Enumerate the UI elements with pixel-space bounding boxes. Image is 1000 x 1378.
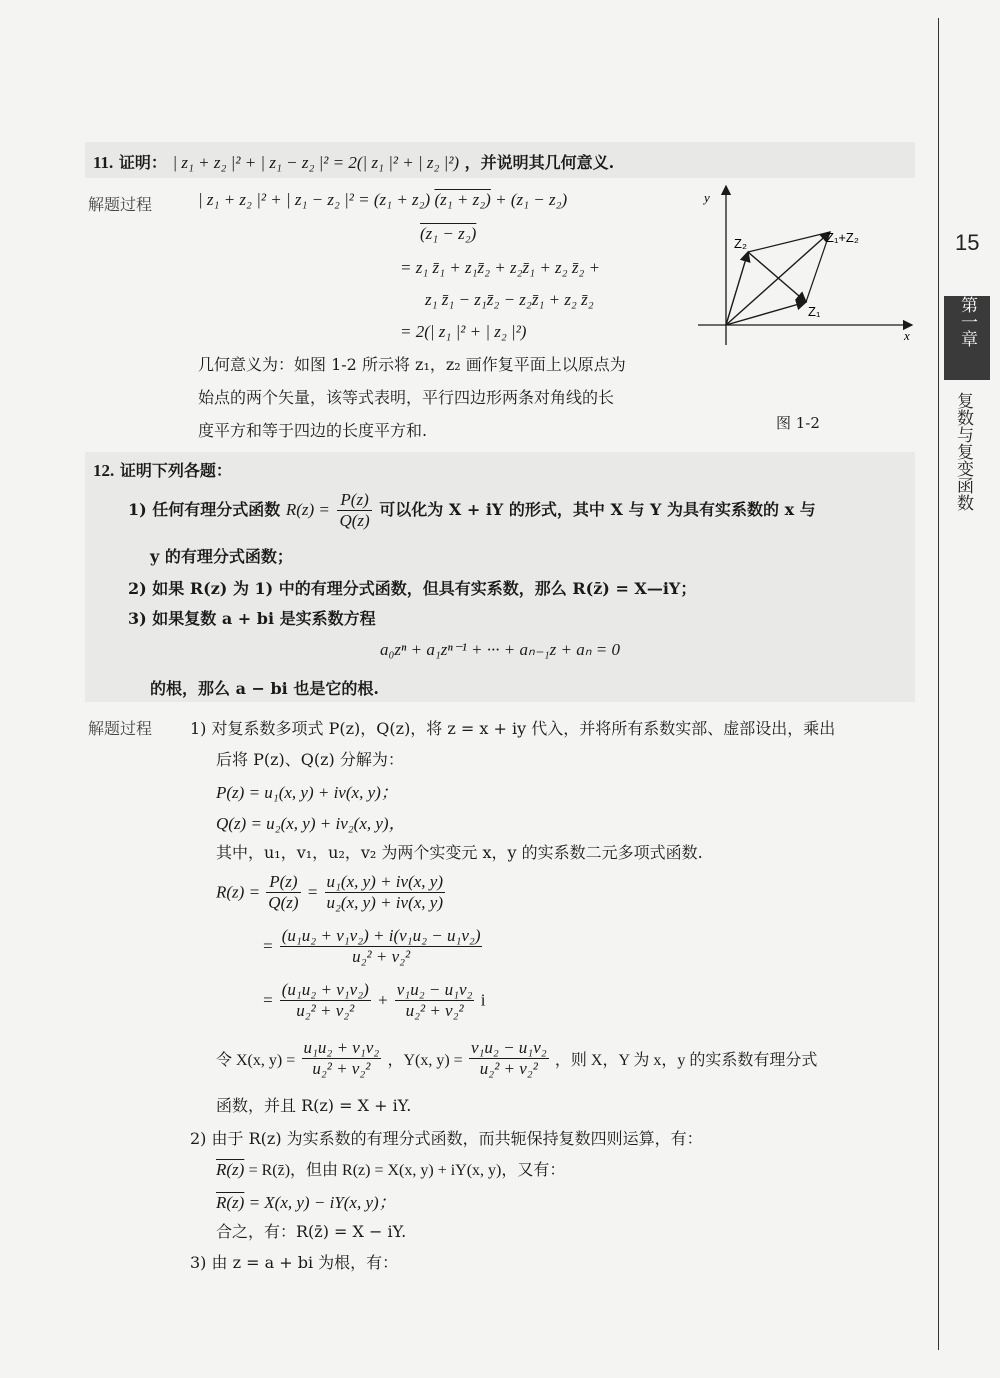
q11-statement — [93, 150, 614, 173]
s2c-text: = X(x, y) − iY(x, y)； — [248, 1193, 396, 1212]
q12-part3-tail: 的根，那么 a − bi 也是它的根. — [150, 679, 379, 698]
sol12-s2d: 合之，有：R(z̄) = X − iY. — [216, 1222, 407, 1241]
sol12-formula2 — [262, 926, 484, 967]
q12-part1-c: y 的有理分式函数； — [150, 547, 293, 566]
sol12-s1e: 其中，u₁，v₁，u₂，v₂ 为两个实变元 x，y 的实系数二元多项式函数. — [216, 843, 703, 862]
margin-rule — [938, 18, 939, 1350]
q12-part1-num: P(z) — [337, 490, 371, 511]
label-sum: Z₁+Z₂ — [826, 230, 859, 245]
page-number: 15 — [955, 230, 980, 255]
q11-tail: ，并说明其几何意义. — [464, 153, 615, 172]
s2b-bar: R(z) — [216, 1160, 245, 1179]
let-den1: u₂² + v₂² — [312, 1059, 371, 1078]
f1-den1: Q(z) — [268, 893, 299, 912]
q12-part2: 2) 如果 R(z) 为 1) 中的有理分式函数，但具有实系数，那么 R(z̄) = X—iY； — [128, 579, 697, 598]
q11-equation: | z₁ + z₂ |² + | z₁ − z₂ |² = 2(| z₁ |² + | z₂ |²) — [172, 153, 460, 172]
f3-i: i — [480, 990, 486, 1010]
sol12-s2a: 2) 由于 R(z) 为实系数的有理分式函数，而共轭保持复数四则运算，有： — [190, 1129, 703, 1148]
f3-den1: u₂² + v₂² — [296, 1001, 355, 1020]
q12-part3: 3) 如果复数 a + bi 是实系数方程 — [128, 609, 376, 628]
sol12-let — [216, 1038, 817, 1079]
f1-num1: P(z) — [266, 872, 300, 893]
let-c: ，则 X，Y 为 x，y 的实系数有理分式 — [554, 1052, 818, 1069]
sol12-s3: 3) 由 z = a + bi 为根，有： — [190, 1253, 399, 1272]
sol12-formula3 — [262, 980, 485, 1021]
let-num1: u₁u₂ + v₁v₂ — [303, 1038, 380, 1057]
q12-part1-a: 1) 任何有理分式函数 — [128, 500, 281, 519]
sol12-let-d: 函数，并且 R(z) = X + iY. — [216, 1096, 412, 1115]
f3-frac1 — [280, 980, 371, 1021]
q12-number: 12. — [93, 461, 115, 480]
q12-part3-eq: a₀zⁿ + a₁zⁿ⁻¹ + ··· + aₙ₋₁z + aₙ = 0 — [380, 640, 620, 659]
figure-caption: 图 1-2 — [776, 414, 820, 432]
q11-number: 11. — [93, 153, 114, 172]
let-frac1 — [302, 1038, 382, 1079]
let-den2: u₂² + v₂² — [479, 1059, 538, 1078]
q11-lead: 证明： — [118, 153, 167, 172]
f2-eq: = — [262, 936, 274, 956]
s2c-bar: R(z) — [216, 1193, 245, 1212]
q12-part1-R: R(z) = — [285, 500, 330, 519]
sol11-line1-main: | z₁ + z₂ |² + | z₁ − z₂ |² = (z₁ + z₂) — [198, 190, 431, 209]
side-upper — [748, 232, 830, 252]
f3-num1: (u₁u₂ + v₁v₂) — [281, 980, 369, 999]
f1-lhs: R(z) = — [216, 882, 261, 902]
solution-label-12: 解题过程 — [88, 719, 153, 738]
sol11-line4: z₁ z̄₁ − z₁z̄₂ − z₂z̄₁ + z₂ z̄₂ — [425, 290, 594, 309]
axis-y-label: y — [704, 190, 710, 205]
sol11-line2: (z₁ − z₂) — [420, 224, 477, 243]
sol11-line1 — [198, 190, 567, 210]
sol12-s2c — [216, 1188, 396, 1213]
f3-plus: + — [377, 990, 389, 1010]
q12-part1 — [128, 490, 816, 531]
sol11-line1-tail: + (z₁ − z₂) — [495, 190, 568, 209]
vector-z2 — [726, 252, 748, 325]
f3-den2: u₂² + v₂² — [405, 1001, 464, 1020]
f2-frac — [280, 926, 483, 967]
figure-1-2 — [690, 180, 920, 350]
sol12-s1b: 后将 P(z)、Q(z) 分解为： — [216, 750, 404, 769]
sol11-para-1: 几何意义为：如图 1-2 所示将 z₁，z₂ 画作复平面上以原点为 — [198, 355, 626, 374]
let-num2: v₁u₂ − u₁v₂ — [470, 1038, 547, 1057]
sol11-para-3: 度平方和等于四边的长度平方和. — [198, 421, 428, 440]
q12-statement — [93, 458, 232, 481]
sol12-formula1 — [216, 872, 447, 913]
f3-eq: = — [262, 990, 274, 1010]
sol12-s1c: P(z) = u₁(x, y) + iv(x, y)； — [216, 783, 398, 802]
let-b: ，Y(x, y) = — [387, 1052, 463, 1069]
solution-label-11: 解题过程 — [88, 195, 153, 214]
f3-frac2 — [395, 980, 475, 1021]
f1-eq: = — [306, 882, 319, 902]
sol11-para-2: 始点的两个矢量，该等式表明，平行四边形两条对角线的长 — [198, 388, 615, 407]
sol11-line1-bar: (z₁ + z₂) — [434, 190, 491, 209]
label-z2: Z₂ — [734, 236, 747, 251]
f1-frac1 — [266, 872, 300, 913]
f1-num2: u₁(x, y) + iv(x, y) — [326, 872, 443, 891]
f1-frac2 — [325, 872, 445, 913]
sol12-s1d: Q(z) = u₂(x, y) + iv₂(x, y)， — [216, 814, 406, 833]
sol12-s1a: 1) 对复系数多项式 P(z)，Q(z)，将 z = x + iy 代入，并将所有系数实部、虚部设出，乘出 — [190, 719, 836, 738]
f2-num: (u₁u₂ + v₁v₂) + i(v₁u₂ − u₁v₂) — [281, 926, 481, 945]
f1-den2: u₂(x, y) + iv(x, y) — [326, 893, 443, 912]
sol12-s2b — [216, 1157, 565, 1180]
q12-part1-b: 可以化为 X + iY 的形式，其中 X 与 Y 为具有实系数的 x 与 — [379, 500, 816, 519]
label-z1: Z₁ — [808, 304, 821, 319]
f2-den: u₂² + v₂² — [352, 947, 411, 966]
chapter-tag-text: 第一章 — [957, 296, 977, 347]
sol11-line3: = z₁ z̄₁ + z₁z̄₂ + z₂z̄₁ + z₂ z̄₂ + — [400, 258, 601, 277]
vector-diff — [748, 252, 806, 302]
s2b-text: = R(z̄)，但由 R(z) = X(x, y) + iY(x, y)，又有： — [248, 1162, 566, 1179]
axis-x-label: x — [904, 328, 910, 343]
sol11-line5: = 2(| z₁ |² + | z₂ |²) — [400, 322, 527, 341]
let-a: 令 X(x, y) = — [216, 1052, 296, 1069]
q12-part1-frac — [337, 490, 371, 531]
chapter-tag — [944, 296, 990, 380]
let-frac2 — [469, 1038, 549, 1079]
f3-num2: v₁u₂ − u₁v₂ — [396, 980, 473, 999]
q12-lead: 证明下列各题： — [119, 461, 232, 480]
q12-part1-den: Q(z) — [339, 511, 370, 530]
chapter-title: 复数与复变函数 — [953, 392, 973, 511]
